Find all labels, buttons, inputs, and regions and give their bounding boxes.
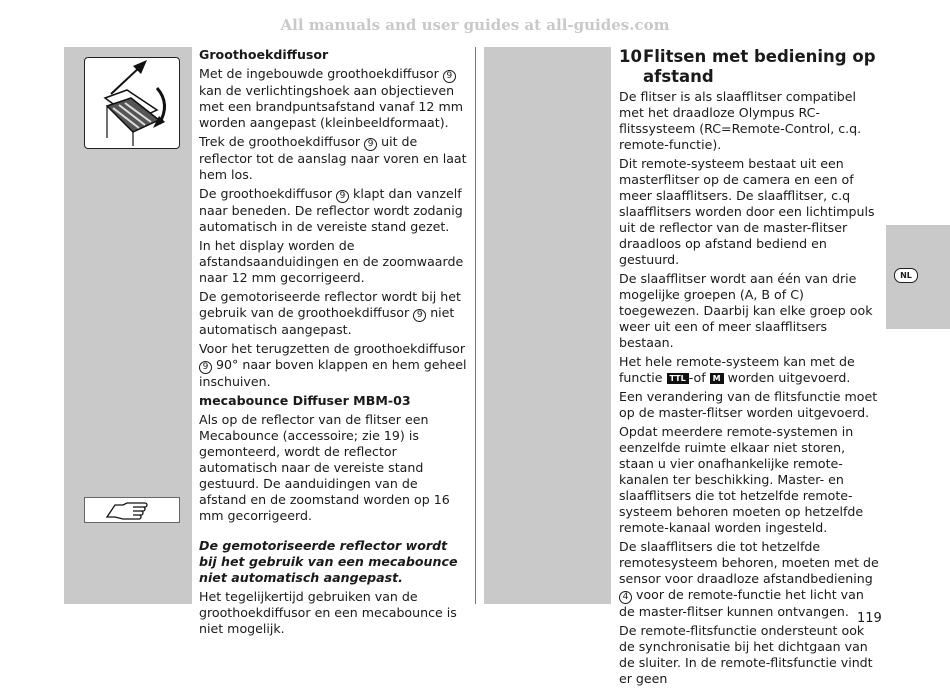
right-margin-strip <box>484 47 611 604</box>
heading-groothoekdiffusor: Groothoekdiffusor <box>199 47 329 62</box>
paragraph: Het hele remote-systeem kan met de functie TTL -of M worden uitgevoerd. <box>619 354 855 385</box>
language-badge: NL <box>894 268 918 283</box>
ref-number-9-icon: 9 <box>364 138 377 151</box>
paragraph: De groothoekdiffusor 9 klapt dan vanzelf naar beneden. De reflector wordt zodanig automatisch in de vereiste stand gezet. <box>199 186 463 234</box>
watermark: All manuals and user guides at all-guides.com <box>280 16 670 34</box>
column-divider <box>475 47 476 604</box>
paragraph: De flitser is als slaafflitser compatibel met het draadloze Olympus RC-flitssysteem (RC=Remote-Control, c.q. remote-functie). <box>619 89 862 152</box>
m-badge-icon: M <box>710 373 724 384</box>
paragraph: Dit remote-systeem bestaat uit een masterflitser op de camera en een of meer slaafflitsers. De slaafflitser, c.q slaafflitsers worden door een lichtimpuls uit de reflector van de master-flitser draadloos op afstand bediend en gestuurd. <box>619 156 875 267</box>
paragraph: Opdat meerdere remote-systemen in eenzelfde ruimte elkaar niet storen, staan u vier onafhankelijke remote-kanalen ter beschikking. Master- en slaafflitsers die tot hetzelfde remote-systeem behoren moeten op hetzelfde remote-kanaal worden ingesteld. <box>619 424 864 535</box>
paragraph: Het tegelijkertijd gebruiken van de groothoekdiffusor en een mecabounce is niet mogelijk. <box>199 589 457 636</box>
paragraph: De slaafflitser wordt aan één van drie mogelijke groepen (A, B of C) toegewezen. Daarbij kan elke groep ook weer uit een of meer slaafflitsers bestaan. <box>619 271 873 350</box>
paragraph: In het display worden de afstandsaanduidingen en de zoomwaarde naar 12 mm gecorrigeerd. <box>199 238 464 285</box>
note-paragraph: De gemotoriseerde reflector wordt bij het gebruik van een mecabounce niet automatisch aangepast. <box>199 538 458 585</box>
diffusor-illustration <box>84 57 180 149</box>
ref-number-4-icon: 4 <box>619 591 632 604</box>
paragraph: Met de ingebouwde groothoekdiffusor 9 kan de verlichtingshoek aan objectieven met een brandpuntsafstand vanaf 12 mm worden aangepast (kleinbeeldformaat). <box>199 66 463 130</box>
left-text-column <box>199 47 467 640</box>
ref-number-9-icon: 9 <box>336 190 349 203</box>
paragraph: De gemotoriseerde reflector wordt bij het gebruik van de groothoekdiffusor 9 niet automatisch aangepast. <box>199 289 461 337</box>
diffusor-drawing-icon <box>85 58 179 148</box>
page-number: 119 <box>857 611 882 626</box>
paragraph: De remote-flitsfunctie ondersteunt ook de synchronisatie bij het dichtgaan van de sluiter. In de remote-flitsfunctie vindt er geen <box>619 623 873 686</box>
note-pointer-box <box>84 497 180 523</box>
paragraph: De slaafflitsers die tot hetzelfde remotesysteem behoren, moeten met de sensor voor draadloze afstandbediening 4 voor de remote-functie het licht van de master-flitser kunnen ontvangen. <box>619 539 879 619</box>
ttl-badge-icon: TTL <box>667 373 689 384</box>
section-number: 10 <box>619 47 642 66</box>
ref-number-9-icon: 9 <box>443 70 456 83</box>
paragraph: Trek de groothoekdiffusor 9 uit de reflector tot de aanslag naar voren en laat hem los. <box>199 134 467 182</box>
paragraph: Als op de reflector van de flitser een Mecabounce (accessoire; zie 19) is gemonteerd, wordt de reflector automatisch naar de vereiste stand gestuurd. De aanduidingen van de afstand en de zoomstand worden op 16 mm gecorrigeerd. <box>199 412 450 523</box>
paragraph: Voor het terugzetten de groothoekdiffusor 9 90° naar boven klappen en hem geheel inschuiven. <box>199 341 467 389</box>
ref-number-9-icon: 9 <box>413 309 426 322</box>
paragraph: Een verandering van de flitsfunctie moet op de master-flitser worden uitgevoerd. <box>619 389 878 420</box>
heading-mecabounce: mecabounce Diffuser MBM-03 <box>199 393 411 408</box>
ref-number-9-icon: 9 <box>199 361 212 374</box>
right-text-column <box>619 47 881 690</box>
pointing-hand-icon <box>85 498 179 522</box>
section-title: 10Flitsen met bediening op afstand <box>619 47 876 86</box>
